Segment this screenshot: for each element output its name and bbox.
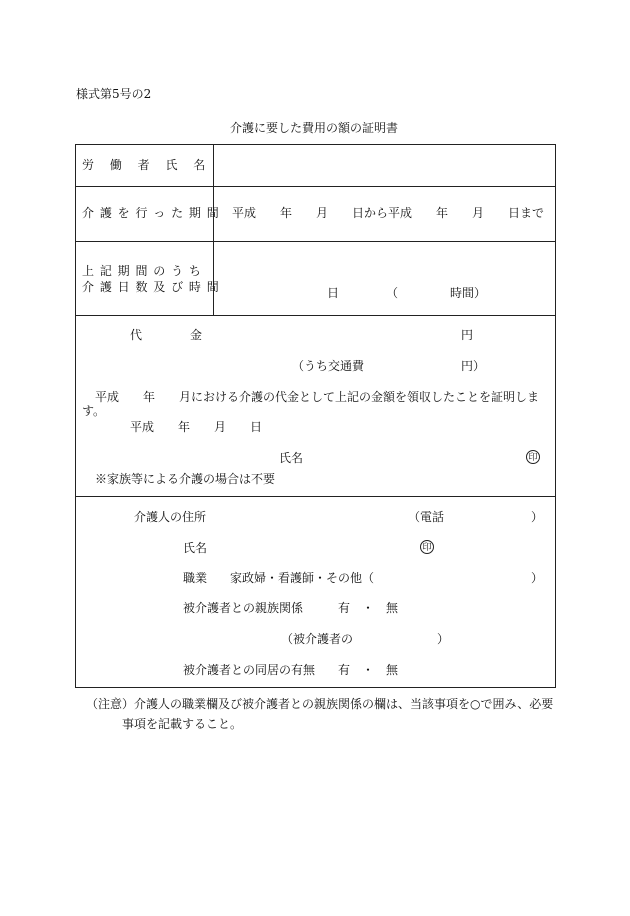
notes-line-2: 事項を記載すること。	[122, 717, 243, 731]
relation-detail-open: （被介護者の	[281, 632, 354, 646]
receipt-statement: 平成 年 月における介護の代金として上記の金額を領収したことを証明しま	[95, 390, 540, 404]
caregiver-phone-open: （電話	[408, 510, 445, 524]
worker-name-label: 労 働 者 氏 名	[82, 158, 212, 172]
worker-name-field[interactable]	[216, 152, 552, 180]
seal-mark: 印	[526, 450, 540, 464]
care-period-value[interactable]: 平成 年 月 日から平成 年 月 日まで	[232, 206, 545, 220]
relation-label: 被介護者との親族関係	[183, 601, 304, 615]
care-hours-open: （	[386, 286, 399, 300]
receipt-date[interactable]: 平成 年 月 日	[130, 420, 263, 434]
form-table	[75, 144, 556, 688]
transport-fee-label: （うち交通費	[292, 359, 365, 373]
cohabit-options[interactable]: 有 ・ 無	[338, 663, 399, 677]
row-divider	[75, 186, 556, 187]
receipt-statement-cont: す。	[82, 404, 106, 418]
relation-detail-close: ）	[437, 632, 450, 646]
care-days-label-line1: 上 記 期 間 の う ち	[82, 264, 202, 278]
caregiver-name-label: 氏名	[183, 541, 208, 555]
caregiver-occupation-options[interactable]: 家政婦・看護師・その他（	[230, 571, 375, 585]
care-days-unit: 日	[327, 286, 340, 300]
notes-line-1: 介護人の職業欄及び被介護者との親族関係の欄は、当該事項を○で囲み、必要	[134, 697, 554, 711]
recipient-name-label: 氏名	[279, 451, 304, 465]
care-hours-unit: 時間）	[450, 286, 487, 300]
relation-options[interactable]: 有 ・ 無	[338, 601, 399, 615]
document-title: 介護に要した費用の額の証明書	[230, 121, 399, 135]
care-days-label-line2: 介 護 日 数 及 び 時 間	[82, 280, 220, 294]
fee-label: 代 金	[130, 328, 203, 342]
caregiver-occupation-label: 職業	[183, 571, 208, 585]
row-divider	[75, 241, 556, 242]
notes-label: （注意）	[86, 697, 135, 711]
transport-fee-unit: 円）	[461, 359, 486, 373]
care-period-label: 介 護 を 行 っ た 期 間	[82, 206, 220, 220]
row-divider	[75, 496, 556, 497]
fee-unit: 円	[461, 328, 474, 342]
caregiver-address-label: 介護人の住所	[134, 510, 207, 524]
cohabit-label: 被介護者との同居の有無	[183, 663, 316, 677]
row-divider	[75, 315, 556, 316]
form-number: 様式第5号の2	[76, 87, 152, 101]
seal-mark: 印	[420, 540, 434, 554]
caregiver-phone-close: ）	[531, 510, 544, 524]
caregiver-occupation-close: ）	[531, 571, 544, 585]
family-care-note: ※家族等による介護の場合は不要	[95, 472, 276, 486]
